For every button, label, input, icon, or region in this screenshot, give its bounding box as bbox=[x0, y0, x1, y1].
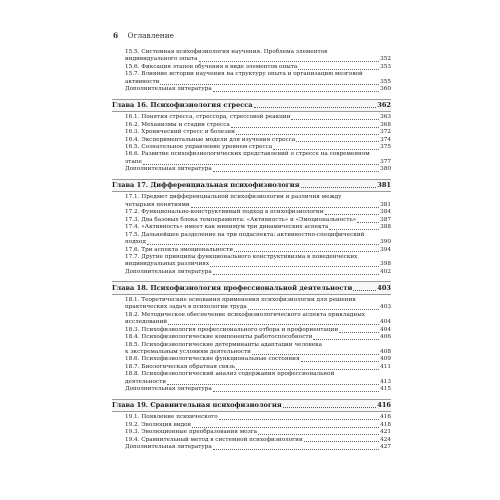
toc-entry-line bbox=[112, 137, 391, 144]
page-ref: 377 bbox=[380, 158, 391, 165]
page-ref: 352 bbox=[380, 56, 391, 63]
dot-leader bbox=[213, 274, 379, 275]
dot-leader bbox=[301, 187, 377, 188]
toc-entry-line bbox=[112, 122, 391, 129]
page-ref: 368 bbox=[380, 121, 391, 128]
dot-leader bbox=[213, 391, 379, 392]
entry-title: 18.2. Методическое обеспечение психофизиологического аспекта прикладных bbox=[125, 311, 365, 318]
toc-entry-line bbox=[112, 379, 391, 386]
dot-leader bbox=[258, 434, 379, 435]
dot-leader bbox=[213, 449, 379, 450]
chapter-title: Глава 16. Психофизиология стресса bbox=[112, 101, 253, 110]
page-ref: 403 bbox=[380, 304, 391, 311]
dot-leader bbox=[248, 309, 379, 310]
page-ref: 424 bbox=[380, 436, 391, 443]
entry-title: четырьмя понятиями bbox=[125, 201, 190, 208]
entry-title: индивидуального опыта bbox=[125, 56, 198, 63]
entry-title: 18.5. Психофизиологические детерминанты адаптации человека bbox=[125, 341, 323, 348]
toc-entry-line bbox=[112, 414, 391, 421]
page-ref: 362 bbox=[377, 101, 391, 110]
page-ref: 404 bbox=[380, 326, 391, 333]
dot-leader bbox=[213, 91, 379, 92]
page-number: 6 bbox=[113, 31, 119, 40]
page-ref: 406 bbox=[380, 334, 391, 341]
entry-title: этапе bbox=[125, 158, 142, 165]
toc-entry-line bbox=[112, 232, 391, 239]
toc-entry-line bbox=[112, 114, 391, 121]
page-ref: 408 bbox=[380, 349, 391, 355]
page-ref: 427 bbox=[380, 444, 391, 451]
dot-leader bbox=[252, 354, 379, 355]
toc-chapter-heading bbox=[112, 399, 391, 413]
toc-entry-line bbox=[112, 217, 391, 224]
entry-title: 19.3. Эволюционные преобразования мозга bbox=[125, 429, 258, 436]
entry-title: Дополнительная литература bbox=[125, 166, 212, 173]
entry-title: 15.6. Фиксация этапов обучения в виде элементов опыта bbox=[125, 63, 298, 70]
toc-entry-line bbox=[112, 334, 391, 341]
toc-entry-line bbox=[112, 79, 391, 86]
entry-title: индивидуальных различиях bbox=[125, 261, 210, 268]
dot-leader bbox=[147, 244, 379, 245]
page-ref: 374 bbox=[380, 136, 391, 143]
page-ref: 416 bbox=[380, 414, 391, 421]
toc-entry-line bbox=[112, 429, 391, 436]
entry-title: Дополнительная литература bbox=[125, 444, 212, 451]
entry-title: 16.6. Развитие психофизиологических представлений о стрессе на современном bbox=[125, 151, 370, 158]
dot-leader bbox=[291, 119, 379, 120]
toc-entry-line bbox=[112, 437, 391, 444]
entry-title: 16.5. Сознательное управление уровнем стресса bbox=[125, 144, 273, 151]
page-ref: 409 bbox=[380, 356, 391, 363]
page-ref: 384 bbox=[380, 209, 391, 216]
dot-leader bbox=[325, 214, 380, 215]
entry-title: практических задач в психологии труда bbox=[125, 304, 247, 311]
page-ref: 380 bbox=[380, 166, 391, 173]
page-ref: 413 bbox=[380, 378, 391, 385]
toc-entry-line bbox=[112, 194, 391, 201]
page-ref: 421 bbox=[380, 429, 391, 436]
chapter-title: Глава 17. Дифференциальная психофизиология bbox=[112, 181, 300, 190]
entry-title: исследований bbox=[125, 319, 168, 326]
page-ref: 402 bbox=[380, 268, 391, 275]
page-ref: 353 bbox=[380, 63, 391, 70]
dot-leader bbox=[329, 229, 379, 230]
toc-chapter-heading bbox=[112, 179, 391, 193]
dot-leader bbox=[254, 107, 377, 108]
entry-title: 17.2. Функционально-конструктивный подход в психофизиологии bbox=[125, 209, 324, 216]
toc-entry-line bbox=[112, 386, 391, 393]
entry-title: 17.3. Два базовых блока темперамента: «Активность» и «Эмоциональность» bbox=[125, 216, 357, 223]
dot-leader bbox=[313, 339, 379, 340]
entry-title: 15.5. Системная психофизиология научения. Проблема элементов bbox=[125, 49, 328, 55]
toc-entry-line bbox=[112, 356, 391, 363]
page-ref: 355 bbox=[380, 78, 391, 85]
page-ref: 404 bbox=[380, 319, 391, 326]
dot-leader bbox=[273, 149, 379, 150]
toc-entry-line bbox=[112, 209, 391, 216]
dot-leader bbox=[192, 427, 379, 428]
page-ref: 394 bbox=[380, 246, 391, 253]
dot-leader bbox=[283, 407, 377, 408]
dot-leader bbox=[213, 171, 379, 172]
entry-title: 17.6. Три аспекта эмоциональности bbox=[125, 246, 234, 253]
entry-title: Дополнительная литература bbox=[125, 268, 212, 275]
toc-entry-line bbox=[112, 56, 391, 63]
toc-entry-line bbox=[112, 86, 391, 93]
toc-entry-line bbox=[112, 151, 391, 158]
entry-title: 18.6. Психофизиологические функциональные состояния bbox=[125, 356, 300, 363]
dot-leader bbox=[160, 84, 379, 85]
dot-leader bbox=[219, 419, 379, 420]
entry-title: 17.1. Предмет дифференциальной психофизиологии и различия между bbox=[125, 194, 342, 201]
dot-leader bbox=[199, 61, 380, 62]
dot-leader bbox=[339, 332, 379, 333]
entry-title: 18.4. Психофизиологические компоненты работоспособности bbox=[125, 334, 313, 341]
entry-title: 19.1. Появление психического bbox=[125, 414, 218, 421]
entry-title: 16.1. Понятия стресса, стрессора, стрессовой реакции bbox=[125, 114, 291, 121]
toc-entry-line bbox=[112, 64, 391, 71]
running-title: Оглавление bbox=[127, 31, 175, 40]
entry-title: 16.3. Хронический стресс и болезни bbox=[125, 129, 235, 136]
dot-leader bbox=[296, 141, 379, 142]
dot-leader bbox=[234, 251, 379, 252]
toc-entry-line bbox=[112, 371, 391, 378]
entry-title: 17.7. Другие принципы функционального конструктивизма в поведенческих bbox=[125, 253, 358, 260]
entry-title: 16.4. Экспериментальные модели для изучения стресса bbox=[125, 136, 296, 143]
page-ref: 372 bbox=[380, 129, 391, 136]
toc-entry-line bbox=[112, 444, 391, 451]
page-ref: 403 bbox=[377, 283, 391, 292]
entry-title: 15.7. Влияние истории научения на структуру опыта и организацию мозговой bbox=[125, 71, 363, 78]
page-ref: 398 bbox=[380, 261, 391, 268]
entry-title: 18.1. Теоретические основания применения психофизиологии для решения bbox=[125, 296, 356, 303]
toc-entry-line bbox=[112, 261, 391, 268]
entry-title: подход bbox=[125, 239, 146, 246]
table-of-contents bbox=[112, 49, 391, 451]
dot-leader bbox=[298, 69, 379, 70]
toc-entry-line bbox=[112, 422, 391, 429]
dot-leader bbox=[353, 290, 376, 291]
toc-entry-line bbox=[112, 342, 391, 349]
dot-leader bbox=[304, 441, 379, 442]
toc-entry-line bbox=[112, 239, 391, 246]
entry-title: 18.3. Психофизиология профессионального отбора и профориентации bbox=[125, 326, 339, 333]
page-ref: 387 bbox=[380, 216, 391, 223]
entry-title: деятельности bbox=[125, 378, 167, 385]
toc-entry-line bbox=[112, 327, 391, 334]
toc-entry-line bbox=[112, 319, 391, 326]
entry-title: 19.2. Эволюция видов bbox=[125, 421, 191, 428]
dot-leader bbox=[231, 127, 379, 128]
entry-title: активности bbox=[125, 78, 160, 85]
toc-entry-line bbox=[112, 297, 391, 304]
toc-entry-line bbox=[112, 304, 391, 311]
toc-entry-line bbox=[112, 224, 391, 231]
toc-entry-line bbox=[112, 71, 391, 78]
toc-entry-line bbox=[112, 269, 391, 276]
page-ref: 363 bbox=[380, 114, 391, 121]
toc-entry-line bbox=[112, 49, 391, 56]
toc-entry-line bbox=[112, 312, 391, 319]
entry-title: 18.8. Психофизиологический анализ содержания профессиональной bbox=[125, 371, 335, 378]
page-ref: 381 bbox=[377, 181, 391, 190]
page-ref: 415 bbox=[380, 386, 391, 393]
entry-title: 18.7. Биологическая обратная связь bbox=[125, 363, 235, 370]
page-ref: 381 bbox=[380, 201, 391, 208]
toc-entry-line bbox=[112, 166, 391, 173]
dot-leader bbox=[236, 369, 379, 370]
entry-title: 16.2. Механизмы и стадии стресса bbox=[125, 121, 230, 128]
dot-leader bbox=[167, 384, 379, 385]
dot-leader bbox=[191, 207, 379, 208]
dot-leader bbox=[168, 324, 379, 325]
dot-leader bbox=[236, 134, 379, 135]
toc-entry-line bbox=[112, 254, 391, 261]
entry-title: Дополнительная литература bbox=[125, 386, 212, 393]
page-ref: 411 bbox=[380, 363, 391, 370]
dot-leader bbox=[210, 266, 379, 267]
page-ref: 418 bbox=[380, 421, 391, 428]
page-ref: 390 bbox=[380, 239, 391, 246]
entry-title: 17.4. «Активность» имеет как минимум три динамических аспекта bbox=[125, 224, 329, 231]
toc-entry-line bbox=[112, 159, 391, 166]
entry-title: Дополнительная литература bbox=[125, 86, 212, 93]
running-head bbox=[113, 31, 174, 40]
page-ref: 360 bbox=[380, 86, 391, 93]
page-ref: 388 bbox=[380, 224, 391, 231]
toc-entry-line bbox=[112, 129, 391, 136]
toc-chapter-heading bbox=[112, 99, 391, 113]
chapter-title: Глава 19. Сравнительная психофизиология bbox=[112, 401, 282, 410]
page-ref: 416 bbox=[377, 401, 391, 410]
dot-leader bbox=[357, 222, 379, 223]
entry-title: 17.5. Дальнейшее разделение на три подаспекта: активностно-специфический bbox=[125, 231, 365, 238]
toc-entry-line bbox=[112, 247, 391, 254]
chapter-title: Глава 18. Психофизиология профессиональной деятельности bbox=[112, 283, 353, 292]
page-ref: 375 bbox=[380, 144, 391, 151]
entry-title: 19.4. Сравнительный метод в системной психофизиологии bbox=[125, 436, 303, 443]
dot-leader bbox=[301, 361, 380, 362]
entry-title: к экстремальным условиям деятельности bbox=[125, 349, 251, 355]
dot-leader bbox=[143, 164, 379, 165]
toc-chapter-heading bbox=[112, 281, 391, 295]
